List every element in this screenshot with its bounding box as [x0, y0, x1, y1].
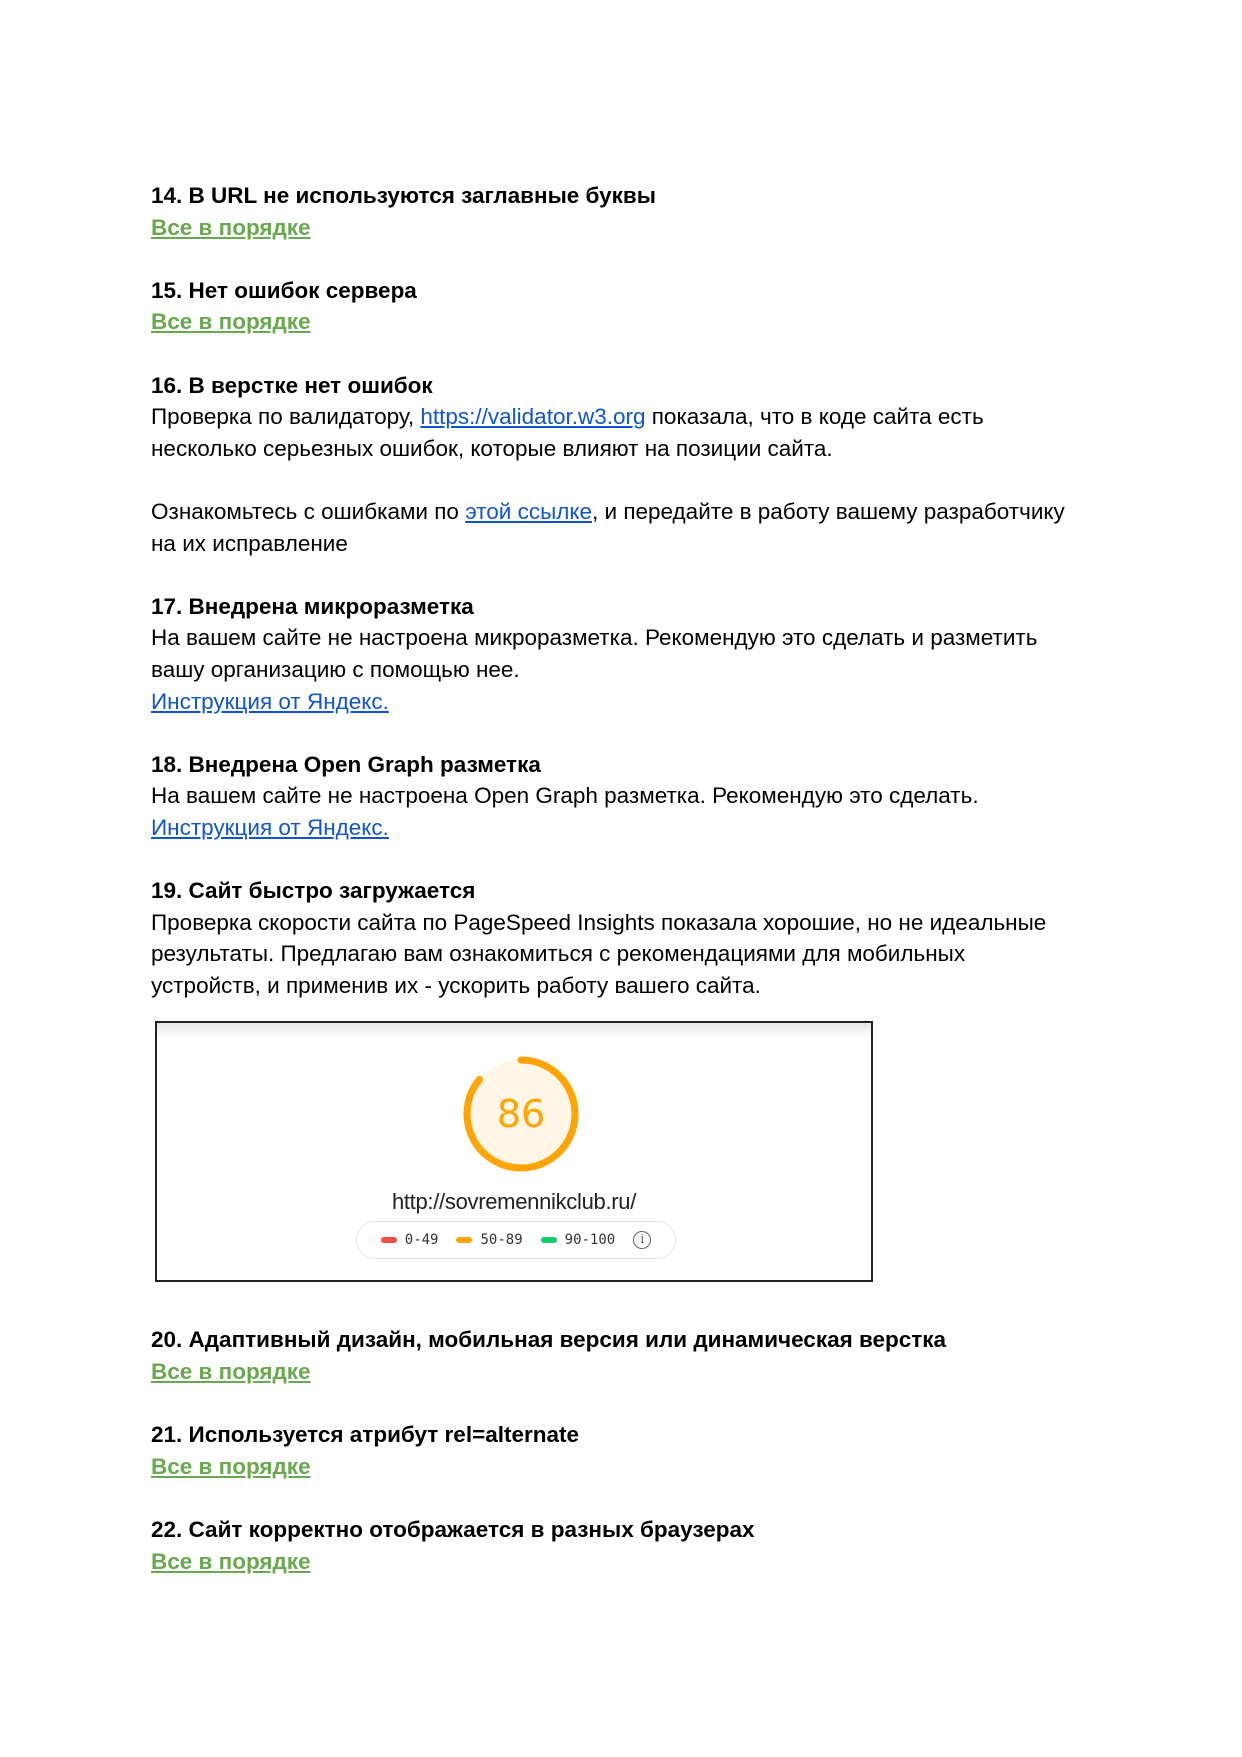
item-heading: 21. Используется атрибут rel=alternate — [151, 1422, 580, 1448]
check-item-20 — [151, 1324, 1151, 1387]
paragraph-line: несколько серьезных ошибок, которые влияют на позиции сайта. — [151, 435, 833, 461]
text: , и передайте в работу вашему разработчику — [592, 498, 1065, 524]
check-item-17 — [151, 591, 1151, 717]
text: показала, что в коде сайта есть — [645, 404, 984, 430]
item-heading: 19. Сайт быстро загружается — [151, 878, 476, 904]
item-heading: 14. В URL не используются заглавные буквы — [151, 183, 656, 208]
legend-label: 90-100 — [564, 1231, 616, 1248]
paragraph-line: На вашем сайте не настроена Open Graph разметка. Рекомендую это сделать. — [151, 783, 979, 809]
paragraph-line — [151, 401, 1151, 433]
document — [151, 180, 1151, 1609]
paragraph-line: на их исправление — [151, 530, 348, 556]
score-gauge — [460, 1053, 582, 1175]
legend-poor — [381, 1225, 439, 1257]
item-heading: 20. Адаптивный дизайн, мобильная версия или динамическая верстка — [151, 1327, 947, 1353]
pagespeed-screenshot — [155, 1021, 873, 1282]
score-value: 86 — [496, 1092, 546, 1137]
paragraph-line: Проверка скорости сайта по PageSpeed Insights показала хорошие, но не идеальные — [151, 909, 1047, 935]
paragraph-line — [151, 496, 1151, 528]
yandex-instruction-link[interactable]: Инструкция от Яндекс. — [151, 688, 389, 714]
item-heading: 15. Нет ошибок сервера — [151, 277, 417, 303]
paragraph-line: устройств, и применив их - ускорить работу вашего сайта. — [151, 972, 761, 998]
check-item-15 — [151, 275, 1151, 338]
text: Проверка по валидатору, — [151, 404, 421, 430]
check-item-21 — [151, 1419, 1151, 1482]
legend-average — [456, 1225, 522, 1257]
legend-good — [541, 1225, 616, 1257]
ok-status: Все в порядке — [151, 1548, 311, 1574]
check-item-18 — [151, 749, 1151, 844]
orange-swatch-icon — [456, 1237, 472, 1243]
item-heading: 16. В верстке нет ошибок — [151, 372, 433, 398]
ok-status: Все в порядке — [151, 309, 311, 335]
yandex-instruction-link[interactable]: Инструкция от Яндекс. — [151, 814, 389, 840]
errors-link[interactable]: этой ссылке — [465, 498, 592, 524]
info-icon[interactable]: i — [633, 1231, 651, 1249]
item-heading: 17. Внедрена микроразметка — [151, 593, 474, 619]
green-swatch-icon — [541, 1237, 557, 1243]
paragraph-line: На вашем сайте не настроена микроразметка. Рекомендую это сделать и разметить — [151, 625, 1038, 651]
red-swatch-icon — [381, 1237, 397, 1243]
paragraph-line: результаты. Предлагаю вам ознакомиться с рекомендациями для мобильных — [151, 941, 966, 967]
check-item-22 — [151, 1514, 1151, 1577]
legend-label: 50-89 — [480, 1231, 523, 1248]
tested-url: http://sovremennikclub.ru/ — [391, 1189, 637, 1215]
check-item-19 — [151, 875, 1151, 1001]
item-heading: 22. Сайт корректно отображается в разных браузерах — [151, 1517, 755, 1542]
ok-status: Все в порядке — [151, 1453, 311, 1479]
item-heading: 18. Внедрена Open Graph разметка — [151, 751, 541, 777]
paragraph-line: вашу организацию с помощью нее. — [151, 656, 520, 682]
legend-label: 0-49 — [404, 1231, 439, 1248]
check-item-16 — [151, 370, 1151, 560]
score-legend — [356, 1221, 676, 1259]
ok-status: Все в порядке — [151, 214, 311, 240]
text: Ознакомьтесь с ошибками по — [151, 498, 466, 524]
check-item-14 — [151, 180, 1151, 243]
validator-link[interactable]: https://validator.w3.org — [420, 404, 646, 430]
ok-status: Все в порядке — [151, 1359, 311, 1385]
